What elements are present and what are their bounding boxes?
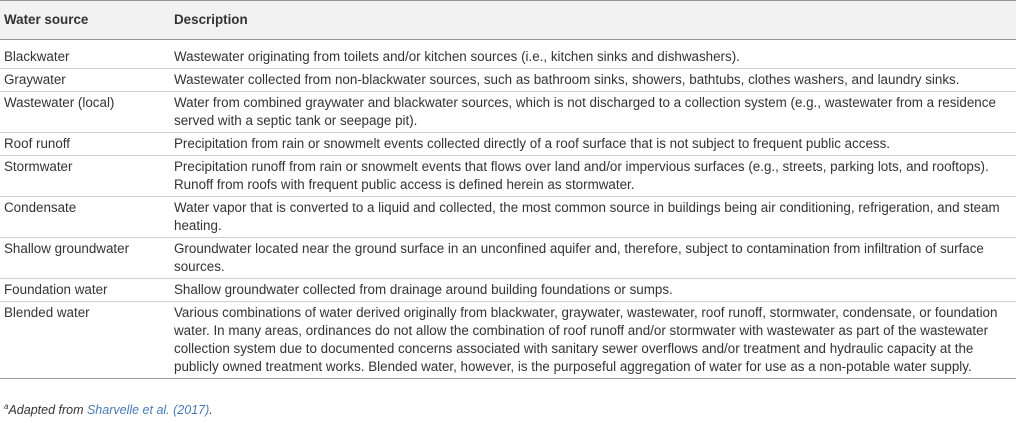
table-row — [0, 92, 1016, 133]
row-description-cell: Shallow groundwater collected from drainage around building foundations or sumps. — [166, 279, 1016, 302]
table-row — [0, 69, 1016, 92]
row-source-cell: Shallow groundwater — [0, 238, 166, 279]
footnote-suffix: . — [209, 403, 213, 418]
row-description-cell: Groundwater located near the ground surface in an unconfined aquifer and, therefore, subject to contamination from infiltration of surface sources. — [166, 238, 1016, 279]
column-header-water-source: Water source — [0, 1, 166, 40]
citation-link[interactable]: Sharvelle et al. (2017) — [86, 403, 210, 418]
row-description-cell: Water from combined graywater and blackwater sources, which is not discharged to a collection system (e.g., wastewater from a residence served with a septic tank or seepage pit). — [166, 92, 1016, 133]
row-description-cell: Precipitation runoff from rain or snowmelt events that flows over land and/or impervious surfaces (e.g., streets, parking lots, and rooftops). Runoff from roofs with frequent public access is defined herein as stormwater. — [166, 156, 1016, 197]
table-row — [0, 197, 1016, 238]
table-row — [0, 133, 1016, 156]
row-source-cell: Graywater — [0, 69, 166, 92]
row-source-cell: Foundation water — [0, 279, 166, 302]
row-source-cell: Wastewater (local) — [0, 92, 166, 133]
footnote-marker: a — [4, 402, 9, 411]
row-source-cell: Roof runoff — [0, 133, 166, 156]
table-row — [0, 156, 1016, 197]
column-header-description: Description — [166, 1, 1016, 40]
row-description-cell: Various combinations of water derived originally from blackwater, graywater, wastewater, roof runoff, stormwater, condensate, or foundation water. In many areas, ordinances do not allow the combination of roof runoff and/or stormwater with wastewater as part of the wastewater collection system due to documented concerns associated with sanitary sewer overflows and/or treatment and hydraulic capacity at the publicly owned treatment works. Blended water, however, is the purposeful aggregation of water for use as a non-potable water supply. — [166, 302, 1016, 379]
row-description-cell: Wastewater collected from non-blackwater sources, such as bathroom sinks, showers, bathtubs, clothes washers, and laundry sinks. — [166, 69, 1016, 92]
row-description-cell: Wastewater originating from toilets and/or kitchen sources (i.e., kitchen sinks and dishwashers). — [166, 40, 1016, 69]
row-source-cell: Stormwater — [0, 156, 166, 197]
table-row — [0, 279, 1016, 302]
footnote-prefix: Adapted from — [8, 403, 87, 418]
table-footnote — [4, 402, 213, 417]
table-row — [0, 302, 1016, 379]
table-row — [0, 238, 1016, 279]
table-row — [0, 40, 1016, 69]
row-source-cell: Condensate — [0, 197, 166, 238]
row-source-cell: Blended water — [0, 302, 166, 379]
row-source-cell: Blackwater — [0, 40, 166, 69]
table-header-row — [0, 1, 1016, 40]
row-description-cell: Precipitation from rain or snowmelt events collected directly of a roof surface that is not subject to frequent public access. — [166, 133, 1016, 156]
row-description-cell: Water vapor that is converted to a liquid and collected, the most common source in buildings being air conditioning, refrigeration, and steam heating. — [166, 197, 1016, 238]
